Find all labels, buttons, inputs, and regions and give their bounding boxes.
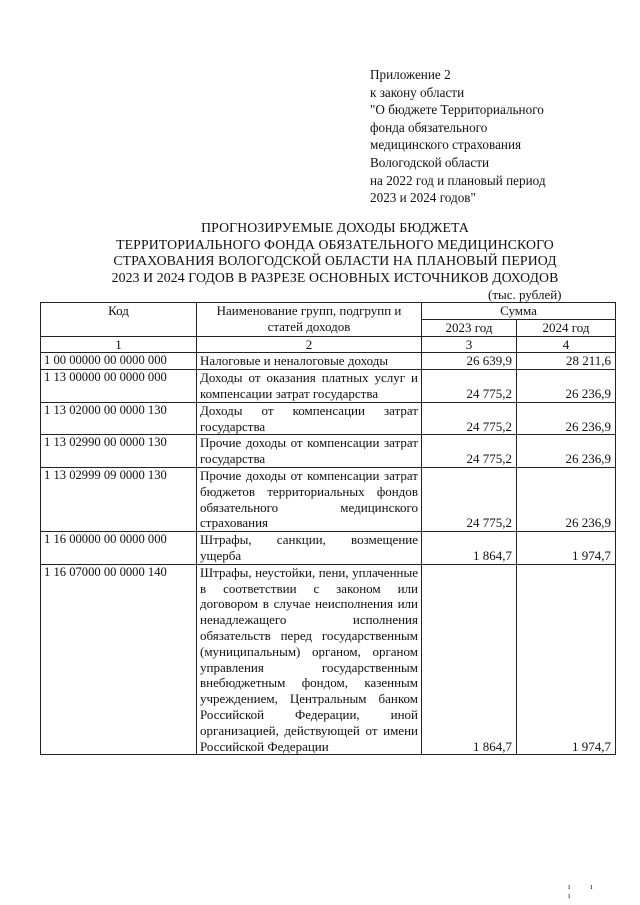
row-value-2023: 26 639,9 [422,353,517,370]
appendix-line: медицинского страхования [370,137,522,153]
row-value-2024: 26 236,9 [517,467,616,531]
row-value-2023: 1 864,7 [422,532,517,565]
row-value-2024: 26 236,9 [517,402,616,435]
table-row [41,370,616,403]
appendix-line: фонда обязательного [370,119,488,135]
header-year-2023: 2023 год [422,319,517,336]
appendix-header [370,66,620,207]
header-year-2024: 2024 год [517,319,616,336]
title-line: 2023 И 2024 ГОДОВ В РАЗРЕЗЕ ОСНОВНЫХ ИСТОЧНИКОВ ДОХОДОВ [111,269,559,285]
units-label: (тыс. рублей) [488,287,562,302]
row-value-2024: 26 236,9 [517,435,616,468]
row-code: 1 13 02990 00 0000 130 [41,435,197,468]
row-name: Штрафы, санкции, возмещение ущерба [197,532,422,565]
title-line: ТЕРРИТОРИАЛЬНОГО ФОНДА ОБЯЗАТЕЛЬНОГО МЕДИЦИНСКОГО [116,236,554,252]
row-name: Штрафы, неустойки, пени, уплаченные в соответствии с законом или договором в случае неисполнения или ненадлежащего исполнения обязательств перед государственным (муниципальным) органом, органом управления государственным внебюджетным фондом, казенным учреждением, Центральным банком Российской Федерации, иной организацией, действующей от имени Российской Федерации [197,564,422,755]
column-number: 4 [517,336,616,353]
row-name: Налоговые и неналоговые доходы [197,353,422,370]
page-marks: ıı ı [568,882,613,900]
row-name: Доходы от оказания платных услуг и компенсации затрат государства [197,370,422,403]
row-value-2024: 28 211,6 [517,353,616,370]
row-code: 1 13 00000 00 0000 000 [41,370,197,403]
document-title [40,220,630,286]
title-line: СТРАХОВАНИЯ ВОЛОГОДСКОЙ ОБЛАСТИ НА ПЛАНОВЫЙ ПЕРИОД [113,253,557,269]
row-value-2024: 26 236,9 [517,370,616,403]
row-value-2024: 1 974,7 [517,564,616,755]
table-row [41,402,616,435]
row-name: Доходы от компенсации затрат государства [197,402,422,435]
row-code: 1 16 07000 00 0000 140 [41,564,197,755]
table-row [41,467,616,531]
row-name: Прочие доходы от компенсации затрат бюджетов территориальных фондов обязательного медицинского страхования [197,467,422,531]
column-number: 3 [422,336,517,353]
row-value-2023: 24 775,2 [422,402,517,435]
row-value-2023: 24 775,2 [422,370,517,403]
header-code: Код [41,303,197,337]
appendix-line: Приложение 2 [370,67,451,82]
row-value-2024: 1 974,7 [517,532,616,565]
income-table [40,302,616,755]
row-code: 1 16 00000 00 0000 000 [41,532,197,565]
column-number: 2 [197,336,422,353]
appendix-line: на 2022 год и плановый период [370,172,546,188]
table-row [41,532,616,565]
header-sum: Сумма [422,303,616,320]
appendix-line: Вологодской области [370,154,490,170]
row-value-2023: 24 775,2 [422,467,517,531]
row-code: 1 13 02000 00 0000 130 [41,402,197,435]
table-row [41,353,616,370]
row-name: Прочие доходы от компенсации затрат государства [197,435,422,468]
header-name: Наименование групп, подгрупп и статей доходов [197,303,422,337]
title-line: ПРОГНОЗИРУЕМЫЕ ДОХОДЫ БЮДЖЕТА [201,220,469,235]
appendix-line: 2023 и 2024 годов" [370,190,476,206]
row-value-2023: 1 864,7 [422,564,517,755]
row-code: 1 00 00000 00 0000 000 [41,353,197,370]
row-value-2023: 24 775,2 [422,435,517,468]
row-code: 1 13 02999 09 0000 130 [41,467,197,531]
table-row [41,564,616,755]
table-row [41,435,616,468]
appendix-line: к закону области [370,84,465,100]
appendix-line: "О бюджете Территориального [370,102,544,118]
column-number: 1 [41,336,197,353]
